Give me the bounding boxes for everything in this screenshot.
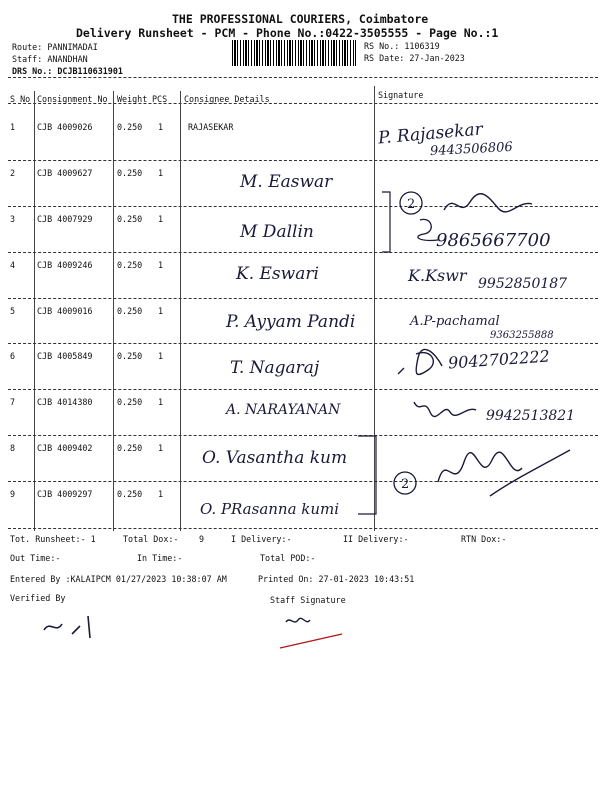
verified-by-signature	[40, 612, 100, 642]
staff-row	[12, 54, 88, 64]
entered-by: Entered By :KALAIPCM 01/27/2023 10:38:07 AM	[10, 574, 227, 584]
drs-value: DCJB110631901	[57, 66, 123, 76]
barcode-image	[232, 40, 356, 66]
row-6-sno: 6	[10, 351, 16, 361]
row-6-consignment: CJB 4005849	[37, 351, 93, 361]
row-3-consignment: CJB 4007929	[37, 214, 93, 224]
row-7-handwritten-phone: 9942513821	[486, 408, 576, 424]
tot-runsheet: Tot. Runsheet:- 1	[10, 534, 96, 544]
row-3-handwritten-name: M Dallin	[240, 222, 314, 242]
row-9-consignment: CJB 4009297	[37, 489, 93, 499]
col-signature-header: Signature	[378, 90, 424, 100]
route-value: PANNIMADAI	[47, 42, 98, 52]
rs-no-row	[364, 41, 440, 51]
row-8-circle-label: 2	[401, 477, 410, 492]
row-4-consignment: CJB 4009246	[37, 260, 93, 270]
row-1-weight: 0.250	[117, 122, 143, 132]
rs-date-row	[364, 53, 465, 63]
header-top-rule	[8, 77, 598, 78]
row-1-consignee: RAJASEKAR	[188, 122, 234, 132]
total-pod: Total POD:-	[260, 553, 316, 563]
row-1-sno: 1	[10, 122, 16, 132]
out-time: Out Time:-	[10, 553, 61, 563]
row-5-handwritten-name: P. Ayyam Pandi	[226, 312, 356, 332]
verified-by-label: Verified By	[10, 593, 66, 603]
row-3-sno: 3	[10, 214, 16, 224]
runsheet-subtitle: Delivery Runsheet - PCM - Phone No.:0422-3505555 - Page No.:1	[76, 26, 499, 40]
row-5-consignment: CJB 4009016	[37, 306, 93, 316]
row-7-weight: 0.250	[117, 397, 143, 407]
row-5-sno: 5	[10, 306, 16, 316]
row-2-weight: 0.250	[117, 168, 143, 178]
row-7-consignment: CJB 4014380	[37, 397, 93, 407]
table-bottom-rule	[8, 528, 598, 529]
row-1-consignment: CJB 4009026	[37, 122, 93, 132]
row-4-handwritten-signature: K.Kswr	[408, 266, 467, 285]
rs-date-label: RS Date:	[364, 53, 405, 63]
row-4-sno: 4	[10, 260, 16, 270]
col-consignment-header: Consignment No	[37, 94, 108, 104]
drs-label: DRS No.:	[12, 66, 53, 76]
row-7-handwritten-name: A. NARAYANAN	[226, 402, 341, 418]
total-dox-label: Total Dox:-	[123, 534, 179, 544]
staff-signature-label: Staff Signature	[270, 595, 346, 605]
route-label: Route:	[12, 42, 43, 52]
row-2-circle-label: 2	[407, 197, 416, 212]
row-4-pcs: 1	[158, 260, 164, 270]
row-3-handwritten-phone: 9865667700	[436, 230, 551, 251]
row-4-handwritten-phone: 9952850187	[478, 276, 568, 292]
total-dox-value: 9	[199, 534, 205, 544]
row-5-pcs: 1	[158, 306, 164, 316]
row-9-weight: 0.250	[117, 489, 143, 499]
row-1-handwritten-phone: 9443506806	[429, 139, 514, 160]
row-rule	[8, 343, 598, 344]
staff-label: Staff:	[12, 54, 43, 64]
row-7-pcs: 1	[158, 397, 164, 407]
drs-row	[12, 66, 123, 76]
row-3-pcs: 1	[158, 214, 164, 224]
document-title: THE PROFESSIONAL COURIERS, Coimbatore	[172, 12, 429, 26]
grid-line	[34, 91, 35, 531]
col-pcs-header: PCS	[152, 94, 168, 104]
row-3-weight: 0.250	[117, 214, 143, 224]
i-delivery: I Delivery:-	[231, 534, 292, 544]
row-8-pcs: 1	[158, 443, 164, 453]
col-weight-header: Weight	[117, 94, 148, 104]
row-9-pcs: 1	[158, 489, 164, 499]
bracket-rows-8-9	[356, 434, 384, 518]
row-2-signature-scribble	[440, 188, 540, 222]
rs-date-value: 27-Jan-2023	[409, 53, 465, 63]
row-rule	[8, 298, 598, 299]
route-row	[12, 42, 98, 52]
row-1-handwritten-signature: P. Rajasekar	[377, 119, 484, 149]
row-rule	[8, 435, 598, 436]
row-2-sno: 2	[10, 168, 16, 178]
row-rule	[8, 389, 598, 390]
rtn-dox: RTN Dox:-	[461, 534, 507, 544]
row-6-signature-scribble	[396, 346, 446, 382]
row-8-circled-number	[392, 470, 420, 498]
bracket-rows-2-3	[380, 190, 394, 254]
row-6-handwritten-phone: 9363255888	[490, 330, 554, 341]
in-time: In Time:-	[137, 553, 183, 563]
row-2-consignment: CJB 4009627	[37, 168, 93, 178]
row-7-sno: 7	[10, 397, 16, 407]
row-8-weight: 0.250	[117, 443, 143, 453]
row-4-handwritten-name: K. Eswari	[236, 264, 319, 284]
row-6-handwritten-name: T. Nagaraj	[230, 358, 320, 378]
row-9-sno: 9	[10, 489, 16, 499]
row-6-handwritten-phone-alt: 9042702222	[447, 346, 551, 373]
staff-signature-scribble	[276, 612, 346, 652]
grid-line	[180, 91, 181, 531]
row-1-pcs: 1	[158, 122, 164, 132]
row-5-weight: 0.250	[117, 306, 143, 316]
staff-value: ANANDHAN	[47, 54, 88, 64]
row-8-consignment: CJB 4009402	[37, 443, 93, 453]
row-8-handwritten-name: O. Vasantha kum	[202, 448, 348, 468]
printed-on: Printed On: 27-01-2023 10:43:51	[258, 574, 415, 584]
row-2-pcs: 1	[158, 168, 164, 178]
rs-no-value: 1106319	[404, 41, 440, 51]
row-5-handwritten-signature: A.P-pachamal	[410, 314, 500, 329]
row-rule	[8, 160, 598, 161]
row-rule	[8, 252, 598, 253]
row-2-handwritten-name: M. Easwar	[240, 172, 333, 192]
row-9-handwritten-name: O. PRasanna kumi	[200, 500, 340, 518]
row-6-weight: 0.250	[117, 351, 143, 361]
row-8-sno: 8	[10, 443, 16, 453]
col-sno-header: S No	[10, 94, 31, 104]
row-6-pcs: 1	[158, 351, 164, 361]
col-consignee-header: Consignee Details	[184, 94, 270, 104]
row-4-weight: 0.250	[117, 260, 143, 270]
rs-no-label: RS No.:	[364, 41, 400, 51]
grid-line	[113, 91, 114, 531]
row-3-signature-scribble	[414, 214, 444, 244]
row-7-signature-scribble	[410, 396, 480, 422]
row-8-signature-scribble	[430, 442, 580, 502]
ii-delivery: II Delivery:-	[343, 534, 409, 544]
